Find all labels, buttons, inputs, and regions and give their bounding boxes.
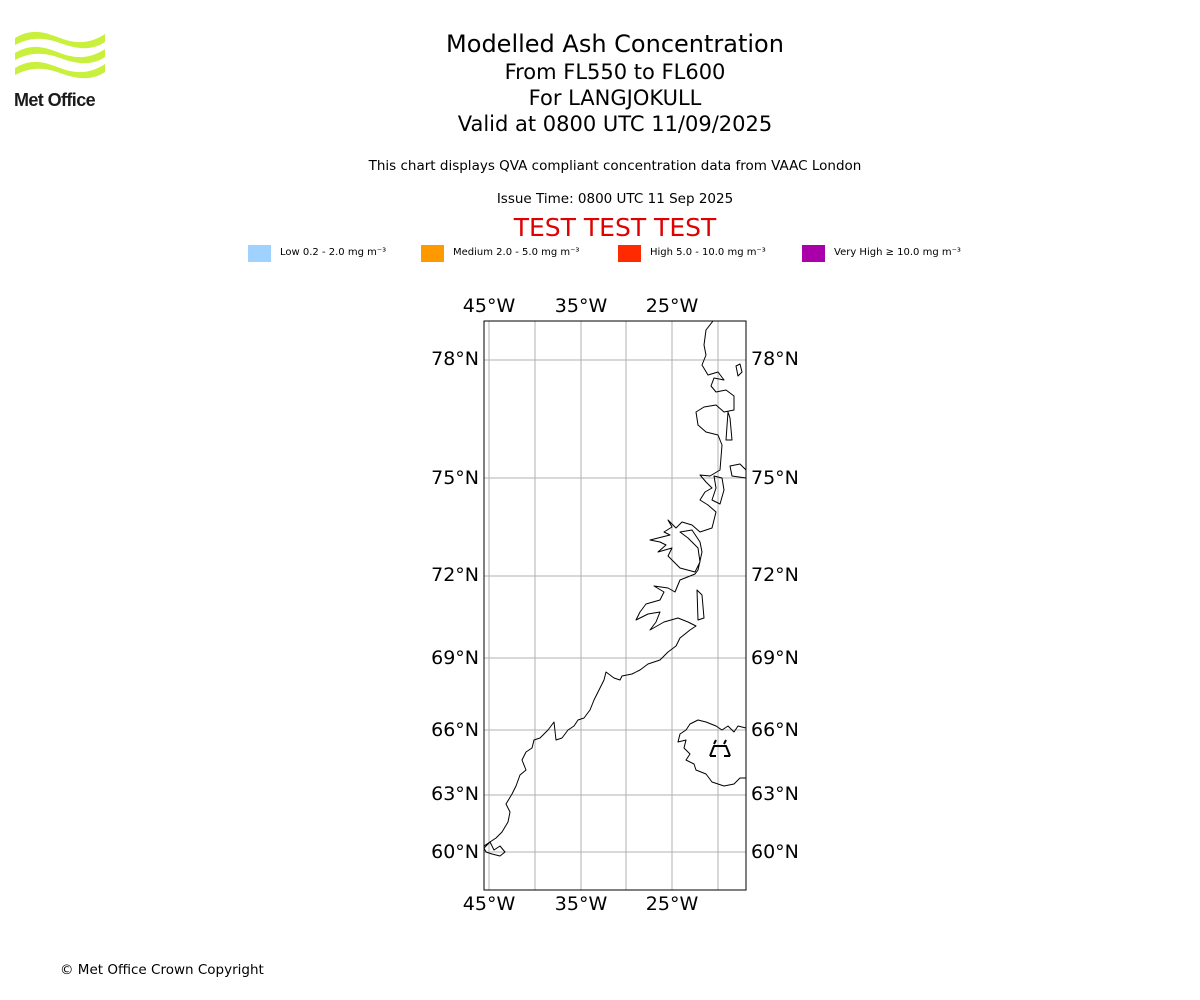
volcano-marker (710, 740, 730, 756)
lat-label-left-69n: 69°N (431, 647, 479, 669)
lon-label-top-45w: 45°W (462, 295, 516, 317)
lat-label-left-72n: 72°N (431, 564, 479, 586)
map-frame (484, 321, 746, 890)
lat-label-left-60n: 60°N (431, 841, 479, 863)
title-block (315, 30, 915, 137)
lon-label-top-35w: 35°W (554, 295, 608, 317)
lat-label-right-72n: 72°N (751, 564, 799, 586)
lat-label-left-75n: 75°N (431, 467, 479, 489)
greenland-fjord-1 (697, 590, 704, 620)
lat-label-right-69n: 69°N (751, 647, 799, 669)
lon-label-bottom-25w: 25°W (645, 893, 699, 915)
copyright: © Met Office Crown Copyright (60, 962, 264, 978)
greenland-south-tip (484, 842, 505, 856)
legend-label-high: High 5.0 - 10.0 mg m⁻³ (650, 247, 766, 258)
greenland-east-coast (484, 321, 734, 846)
valid-time: Valid at 0800 UTC 11/09/2025 (457, 112, 773, 136)
volcano-name: For LANGJOKULL (528, 86, 702, 110)
chart-title: Modelled Ash Concentration (446, 30, 784, 58)
met-office-waves-icon (14, 30, 108, 88)
iceland-coast (678, 720, 746, 786)
legend-swatch-high (618, 245, 641, 262)
lat-label-right-63n: 63°N (751, 783, 799, 805)
lat-label-left-63n: 63°N (431, 783, 479, 805)
legend-label-low: Low 0.2 - 2.0 mg m⁻³ (280, 247, 387, 258)
test-banner: TEST TEST TEST (513, 213, 717, 242)
issue-time: Issue Time: 0800 UTC 11 Sep 2025 (496, 191, 734, 207)
greenland-island-2 (730, 464, 746, 478)
lon-label-top-25w: 25°W (645, 295, 699, 317)
legend (0, 244, 1200, 264)
subtitle: This chart displays QVA compliant concentration data from VAAC London (368, 158, 862, 174)
lat-label-left-66n: 66°N (431, 719, 479, 741)
legend-label-very-high: Very High ≥ 10.0 mg m⁻³ (834, 247, 961, 258)
logo-text: Met Office (14, 90, 96, 110)
legend-swatch-very-high (802, 245, 825, 262)
greenland-island-1 (736, 364, 742, 376)
lat-label-left-78n: 78°N (431, 348, 479, 370)
legend-swatch-low (248, 245, 271, 262)
lon-label-bottom-45w: 45°W (462, 893, 516, 915)
lat-label-right-78n: 78°N (751, 348, 799, 370)
legend-swatch-medium (421, 245, 444, 262)
legend-label-medium: Medium 2.0 - 5.0 mg m⁻³ (453, 247, 580, 258)
greenland-island-3 (712, 476, 724, 504)
flight-level-range: From FL550 to FL600 (504, 60, 726, 84)
greenland-fjord-2 (726, 412, 732, 440)
lat-label-right-60n: 60°N (751, 841, 799, 863)
map-grid (484, 321, 746, 890)
lat-label-right-66n: 66°N (751, 719, 799, 741)
lat-label-right-75n: 75°N (751, 467, 799, 489)
lon-label-bottom-35w: 35°W (554, 893, 608, 915)
met-office-logo (14, 30, 108, 112)
